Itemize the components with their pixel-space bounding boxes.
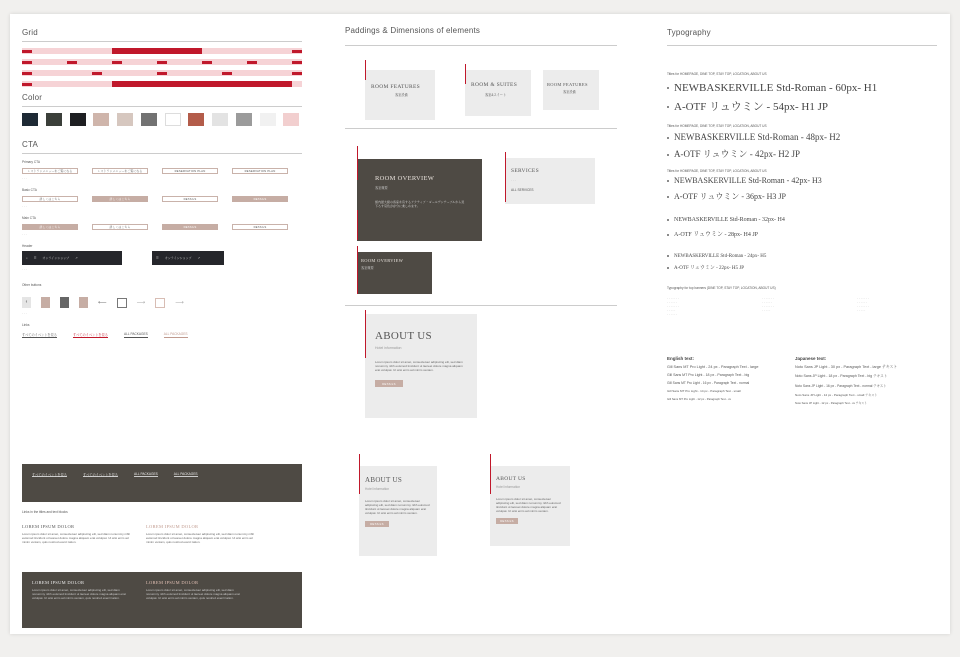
lorem-paragraph-1: Lorem ipsum dolor sit amet, consectetuer adipiscing elit, sed diam nonummy nibh euismod tincidunt ut laoreet dolore magna aliquam erat volutpat. Ut wisi enim ad minim veniam, quis nostrud exerci tation. xyxy=(22,532,131,544)
menu-icon[interactable]: ☰ xyxy=(156,256,159,260)
type-sample-line: Noto Sans JP Light - 18 px - Paragraph Text - big テキスト xyxy=(795,374,888,378)
dark-lorem-panel xyxy=(22,572,302,628)
main-cta-label: Main CTA xyxy=(22,216,36,220)
color-swatch xyxy=(188,113,207,126)
room-features-card[interactable] xyxy=(365,70,435,120)
h1-sample: NEWBASKERVILLE Std-Roman - 60px- H1 xyxy=(667,82,877,94)
color-swatch xyxy=(283,113,302,126)
about-us-card-small[interactable] xyxy=(490,466,570,546)
lorem-paragraph-2: Lorem ipsum dolor sit amet, consectetuer adipiscing elit, sed diam nonummy nibh euismod tincidunt ut laoreet dolore magna aliquam erat volutpat. Ut wisi enim ad minim veniam, quis nostrud exerci tation. xyxy=(146,532,255,544)
grid-bar-3 xyxy=(22,70,302,76)
color-swatches xyxy=(22,113,302,126)
basic-cta-label: Basic CTA xyxy=(22,188,37,192)
cta-heading: CTA xyxy=(22,140,39,149)
about-us-medium-text: Lorem ipsum dolor sit amet, consectetuer adipiscing elit, sed diam nonummy nibh euismod tincidunt ut laoreet dolore magna aliquam erat volutpat. Ut wisi enim ad minim veniam. xyxy=(365,499,430,515)
color-swatch xyxy=(165,113,184,126)
room-overview-small-title: ROOM OVERVIEW xyxy=(361,258,404,263)
grid-bar-2 xyxy=(22,59,302,65)
about-us-title: ABOUT US xyxy=(375,330,432,342)
header-bar-hover[interactable] xyxy=(152,251,224,265)
about-us-medium-title: ABOUT US xyxy=(365,476,403,484)
banners-note: Typography for top banners (DINE TOP, STAY TOP, LOCATION, ABOUT US) xyxy=(667,286,776,290)
menu-icon[interactable]: ☰ xyxy=(33,256,37,260)
jp-link-hover[interactable]: すべてのイベントを見る xyxy=(73,333,108,337)
links-in-titles-label: Links in the titles and text blocks xyxy=(22,510,68,514)
dark-jp-link[interactable]: すべてのイベントを見る xyxy=(32,473,67,477)
h1-jp-sample: A-OTF リュウミン - 54px- H1 JP xyxy=(667,98,828,114)
typography-heading: Typography xyxy=(667,28,711,37)
paddings-heading: Paddings & Dimensions of elements xyxy=(345,26,481,35)
jp-link[interactable]: すべてのイベントを見る xyxy=(22,333,57,337)
h5-sample: NEWBASKERVILLE Std-Roman - 24px- H5 xyxy=(667,254,766,259)
type-sample-line: Noto Sans JP Light - 12 px - Paragraph Text - xs テキスト xyxy=(795,401,867,405)
next-arrow-hover[interactable] xyxy=(79,297,88,308)
about-us-small-subtitle: Hotel information xyxy=(496,485,521,489)
color-swatch xyxy=(46,113,65,126)
titles-note-1: Titles for HOMEPAGE, DINE TOP, STAY TOP, LOCATION, ABOUT US xyxy=(667,72,767,76)
reservation-button-hover[interactable]: RESERVATION PLAN xyxy=(232,168,288,174)
all-packages-link[interactable]: ALL PACKAGES xyxy=(124,332,148,336)
japanese-text-heading: Japanese text: xyxy=(795,356,827,361)
pause-icon-hover[interactable] xyxy=(155,298,165,308)
about-us-details-button[interactable]: DETAILS xyxy=(375,380,403,387)
type-sample-line: Noto Sans JP Light - 16 px - Paragraph Text - normal テキスト xyxy=(795,384,887,388)
h4-sample: NEWBASKERVILLE Std-Roman - 32px- H4 xyxy=(667,217,785,223)
primary-cta-label: Primary CTA xyxy=(22,160,41,164)
room-overview-card-small[interactable] xyxy=(357,252,432,294)
prev-arrow-icon[interactable]: ‹ xyxy=(22,297,31,308)
banner-type-table: · · · · · · · · · · · · · · · · · · · · · · · · · · · · · · · · · · · · · · · · · · · · · · · · · · · · · · · · · · · · · · · · · · · · · · · · · · · · · · · · · xyxy=(667,296,869,316)
type-sample-line: Gill Sans MT Pro Light - 12 px - Paragraph Text - xs xyxy=(667,397,731,401)
external-icon[interactable]: ↗ xyxy=(197,256,200,260)
room-suites-title: ROOM & SUITES xyxy=(471,82,518,88)
details-button[interactable]: DETAILS xyxy=(162,196,218,202)
color-swatch xyxy=(141,113,160,126)
dark-lorem-title[interactable]: LOREM IPSUM DOLOR xyxy=(32,580,85,585)
basic-cta-button-hover[interactable]: 詳しくはこちら xyxy=(92,196,148,202)
type-sample-line: Gill Sans MT Pro Light - 14 px - Paragraph Text - small xyxy=(667,389,741,393)
h2-sample: NEWBASKERVILLE Std-Roman - 48px- H2 xyxy=(667,132,840,142)
links-label: Links xyxy=(22,323,30,327)
dark-all-packages-link-hover[interactable]: ALL PACKAGES xyxy=(173,472,198,476)
services-text: · · · xyxy=(511,178,516,182)
prev-arrow-hover[interactable] xyxy=(41,297,50,308)
primary-cta-button[interactable]: レストランメニューをご覧になる xyxy=(22,168,78,174)
right-arrow-icon-hover[interactable]: ⟶ xyxy=(175,300,184,306)
about-us-card[interactable] xyxy=(365,314,477,418)
color-swatch xyxy=(260,113,279,126)
header-bar-default[interactable] xyxy=(22,251,122,265)
external-icon[interactable]: ↗ xyxy=(75,256,78,260)
color-swatch xyxy=(212,113,231,126)
type-sample-line: Noto Sans JP Light - 30 px - Paragraph Text - large テキスト xyxy=(795,365,898,369)
japanese-text-block xyxy=(795,356,937,405)
room-overview-jp: 客室概要 xyxy=(375,186,388,190)
grid-bar-1 xyxy=(22,48,302,54)
type-sample-line: Gill Sans MT Pro Light - 16 px - Paragraph Text - normal xyxy=(667,381,750,385)
main-details-button[interactable]: DETAILS xyxy=(162,224,218,230)
column-grid-color-cta: Grid Color CTA Primary CTA レストランメニューをご覧になる レストランメニューをご覧になる RESERVATION PLAN RESERVATION PLAN · · · Basic CTA 詳しくはこちら 詳しくはこちら DETAILS DETAILS · · · Main CTA 詳しくはこちら 詳しくはこちら DETAILS DETAILS · · · Header ⌕ ☰ オンラインショップ ↗ ☰ オンラインショップ ↗ · · · Other buttons ‹ ⟵ ⟶ ⟶ · · · Links すべてのイベントを見る すべてのイベントを見る ALL PACKAGES ALL PACKAGES すべてのイベントを見る すべてのイベントを見る ALL PACKAGES ALL PACKAGES Links in the titles and text blocks LOREM IPSUM DOLOR Lorem ipsum dolor sit amet, consectetuer adipiscing elit, sed diam nonummy nibh euismod tincidunt ut laoreet dolore magna aliquam erat volutpat. Ut wisi enim ad minim veniam, quis nostrud exerci tation. LOREM IPSUM DOLOR Lorem ipsum dolor sit amet, consectetuer adipiscing elit, sed diam nonummy nibh euismod tincidunt ut laoreet dolore magna aliquam erat volutpat. Ut wisi enim ad minim veniam, quis nostrud exerci tation. LOREM IPSUM DOLOR Lorem ipsum dolor sit amet, consectetuer adipiscing elit, sed diam nonummy nibh euismod tincidunt ut laoreet dolore magna aliquam erat volutpat. Ut wisi enim ad minim veniam, quis nostrud exerci tation. LOREM IPSUM DOLOR Lorem ipsum dolor sit amet, consectetuer adipiscing elit, sed diam nonummy nibh euismod tincidunt ut laoreet dolore magna aliquam erat volutpat. Ut wisi enim ad minim veniam, quis nostrud exerci tation. xyxy=(22,14,302,634)
about-us-text: Lorem ipsum dolor sit amet, consectetuer adipiscing elit, sed diam nonummy nibh euismod tincidunt ut laoreet dolore magna aliquam erat volutpat. Ut wisi enim ad minim veniam. xyxy=(375,360,463,372)
dark-lorem-paragraph-1: Lorem ipsum dolor sit amet, consectetuer adipiscing elit, sed diam nonummy nibh euismod tincidunt ut laoreet dolore magna aliquam erat volutpat. Ut wisi enim ad minim veniam, quis nostrud exerci tation. xyxy=(32,588,126,600)
color-swatch xyxy=(117,113,136,126)
dark-lorem-paragraph-2: Lorem ipsum dolor sit amet, consectetuer adipiscing elit, sed diam nonummy nibh euismod tincidunt ut laoreet dolore magna aliquam erat volutpat. Ut wisi enim ad minim veniam, quis nostrud exerci tation. xyxy=(146,588,240,600)
services-title: SERVICES xyxy=(511,168,539,174)
about-us-small-title: ABOUT US xyxy=(496,476,526,482)
color-swatch xyxy=(93,113,112,126)
all-packages-link-hover[interactable]: ALL PACKAGES xyxy=(163,332,188,336)
color-swatch xyxy=(22,113,41,126)
h4-jp-sample: A-OTF リュウミン - 28px- H4 JP xyxy=(667,229,758,238)
dark-all-packages-link[interactable]: ALL PACKAGES xyxy=(134,472,158,476)
primary-cta-button-hover[interactable]: レストランメニューをご覧になる xyxy=(92,168,148,174)
h5-jp-sample: A-OTF リュウミン - 22px- H5 JP xyxy=(667,264,744,271)
room-suites-jp: 客室&スイート xyxy=(485,93,507,97)
online-shop-link[interactable]: オンラインショップ xyxy=(42,256,70,260)
about-us-small-details[interactable]: DETAILS xyxy=(496,518,518,524)
main-cta-button-hover[interactable]: 詳しくはこちら xyxy=(92,224,148,230)
room-features-card-small[interactable] xyxy=(543,70,599,110)
dark-lorem-title-hover[interactable]: LOREM IPSUM DOLOR xyxy=(146,580,199,585)
other-buttons-label: Other buttons xyxy=(22,283,42,287)
titles-note-3: Titles for HOMEPAGE, DINE TOP, STAY TOP, LOCATION, ABOUT US xyxy=(667,169,767,173)
color-swatch xyxy=(236,113,255,126)
english-text-block xyxy=(667,356,787,401)
grid-heading: Grid xyxy=(22,28,38,37)
left-arrow-icon[interactable]: ⟵ xyxy=(98,300,107,306)
about-us-medium-subtitle: Hotel information xyxy=(365,487,390,491)
online-shop-link[interactable]: オンラインショップ xyxy=(164,256,192,260)
column-paddings xyxy=(345,14,617,634)
h3-jp-sample: A-OTF リュウミン - 36px- H3 JP xyxy=(667,191,786,202)
room-features-small-title: ROOM FEATURES xyxy=(547,82,588,87)
lorem-title-hover[interactable]: LOREM IPSUM DOLOR xyxy=(146,524,199,529)
hotel-information-label: Hotel information xyxy=(375,346,402,350)
all-services-link[interactable]: ALL SERVICES xyxy=(511,188,534,192)
h3-sample: NEWBASKERVILLE Std-Roman - 42px- H3 xyxy=(667,176,822,185)
about-us-small-text: Lorem ipsum dolor sit amet, consectetuer adipiscing elit, sed diam nonummy nibh euismod tincidunt ut laoreet dolore magna aliquam erat volutpat. Ut wisi enim ad minim veniam. xyxy=(496,497,561,513)
header-label: Header xyxy=(22,244,33,248)
pause-icon[interactable] xyxy=(117,298,127,308)
color-swatch xyxy=(70,113,89,126)
about-us-card-medium[interactable] xyxy=(359,466,437,556)
type-sample-line: Gill Sans MT Pro Light - 18 px - Paragraph Text - big xyxy=(667,373,750,377)
services-card[interactable] xyxy=(505,158,595,204)
titles-note-2: Titles for HOMEPAGE, DINE TOP, STAY TOP, LOCATION, ABOUT US xyxy=(667,124,767,128)
room-features-title: ROOM FEATURES xyxy=(371,84,420,90)
type-sample-line: Noto Sans JP Light - 14 px - Paragraph Text - small テキスト xyxy=(795,393,878,397)
room-features-jp: 客室設備 xyxy=(395,93,408,97)
search-icon[interactable]: ⌕ xyxy=(26,256,28,260)
about-us-medium-details[interactable]: DETAILS xyxy=(365,521,389,527)
main-cta-button[interactable]: 詳しくはこちら xyxy=(22,224,78,230)
lorem-title-dark[interactable]: LOREM IPSUM DOLOR xyxy=(22,524,75,529)
column-typography xyxy=(667,14,937,634)
h2-jp-sample: A-OTF リュウミン - 42px- H2 JP xyxy=(667,147,800,160)
room-overview-small-jp: 客室概要 xyxy=(361,266,374,270)
color-heading: Color xyxy=(22,93,43,102)
style-guide-sheet xyxy=(10,14,950,634)
main-details-button-hover[interactable]: DETAILS xyxy=(232,224,288,230)
grid-bar-4 xyxy=(22,81,302,87)
dark-jp-link-hover[interactable]: すべてのイベントを見る xyxy=(83,473,118,477)
basic-cta-button[interactable]: 詳しくはこちら xyxy=(22,196,78,202)
type-sample-line: Gill Sans MT Pro Light - 24 px - Paragraph Text - large xyxy=(667,365,759,369)
next-arrow-icon[interactable] xyxy=(60,297,69,308)
room-overview-text: 館内最大級の客室を有するアクティブ・ゴールデンテーブルから見下ろす景色が存分に楽しめます。 xyxy=(375,200,465,208)
right-arrow-icon[interactable]: ⟶ xyxy=(136,300,146,306)
english-text-heading: English text: xyxy=(667,356,695,361)
room-overview-card[interactable] xyxy=(357,159,482,241)
room-suites-card[interactable] xyxy=(465,70,531,116)
room-overview-title: ROOM OVERVIEW xyxy=(375,175,435,182)
room-features-small-jp: 客室設備 xyxy=(563,90,576,94)
dark-links-panel xyxy=(22,464,302,502)
reservation-button[interactable]: RESERVATION PLAN xyxy=(162,168,218,174)
details-button-hover[interactable]: DETAILS xyxy=(232,196,288,202)
